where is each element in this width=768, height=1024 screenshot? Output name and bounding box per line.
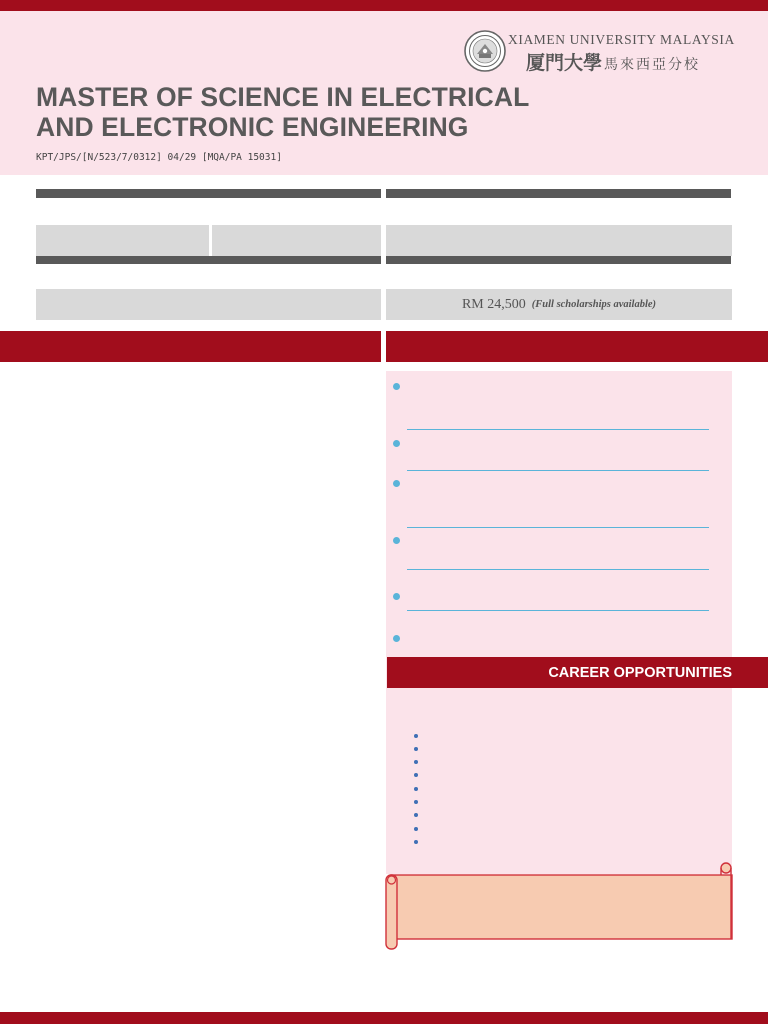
list-divider (407, 527, 709, 528)
circle-bullet-icon (393, 593, 400, 600)
university-name-chinese-main: 厦門大學 (526, 52, 603, 74)
info-cell-left-a (36, 225, 209, 256)
university-name-english: XIAMEN UNIVERSITY MALAYSIA (508, 32, 735, 47)
university-name-chinese-sub: 馬來西亞分校 (604, 57, 701, 73)
list-divider (407, 569, 709, 570)
list-divider (407, 610, 709, 611)
career-opportunities-heading: CAREER OPPORTUNITIES (387, 657, 768, 688)
section-header-bar-right (386, 189, 731, 198)
circle-bullet-icon (393, 537, 400, 544)
tuition-fee-cell (386, 289, 732, 320)
bottom-accent-bar (0, 1012, 768, 1024)
circle-bullet-icon (393, 635, 400, 642)
section-heading-bar-left (0, 331, 381, 362)
info-cell-left-b (212, 225, 381, 256)
circle-bullet-icon (393, 480, 400, 487)
career-bullet-icon (414, 734, 418, 738)
top-accent-bar (0, 0, 768, 11)
circle-bullet-icon (393, 440, 400, 447)
circle-bullet-icon (393, 383, 400, 390)
career-bullet-icon (414, 813, 418, 817)
list-divider (407, 429, 709, 430)
list-divider (407, 470, 709, 471)
career-bullet-icon (414, 747, 418, 751)
info-cell-right (386, 225, 732, 256)
career-bullet-icon (414, 773, 418, 777)
page-title-line-1: MASTER OF SCIENCE IN ELECTRICAL (36, 82, 530, 112)
university-name-chinese (526, 48, 700, 75)
scholarship-note: (Full scholarships available) (531, 299, 657, 310)
section-divider-bar-left (36, 256, 381, 264)
tuition-fee-amount: RM 24,500 (461, 296, 526, 312)
section-header-bar-left (36, 189, 381, 198)
career-bullet-icon (414, 787, 418, 791)
duration-cell (36, 289, 381, 320)
section-heading-bar-right (386, 331, 768, 362)
career-bullet-icon (414, 840, 418, 844)
university-seal-icon (464, 30, 506, 72)
career-bullet-icon (414, 800, 418, 804)
scroll-banner-icon (383, 861, 735, 953)
career-bullet-icon (414, 827, 418, 831)
page-title-line-2: AND ELECTRONIC ENGINEERING (36, 112, 469, 142)
accreditation-code: KPT/JPS/[N/523/7/0312] 04/29 [MQA/PA 15031] (36, 152, 282, 163)
career-bullet-icon (414, 760, 418, 764)
programme-structure-panel (386, 371, 732, 874)
section-divider-bar-right (386, 256, 731, 264)
page-title (36, 82, 529, 142)
